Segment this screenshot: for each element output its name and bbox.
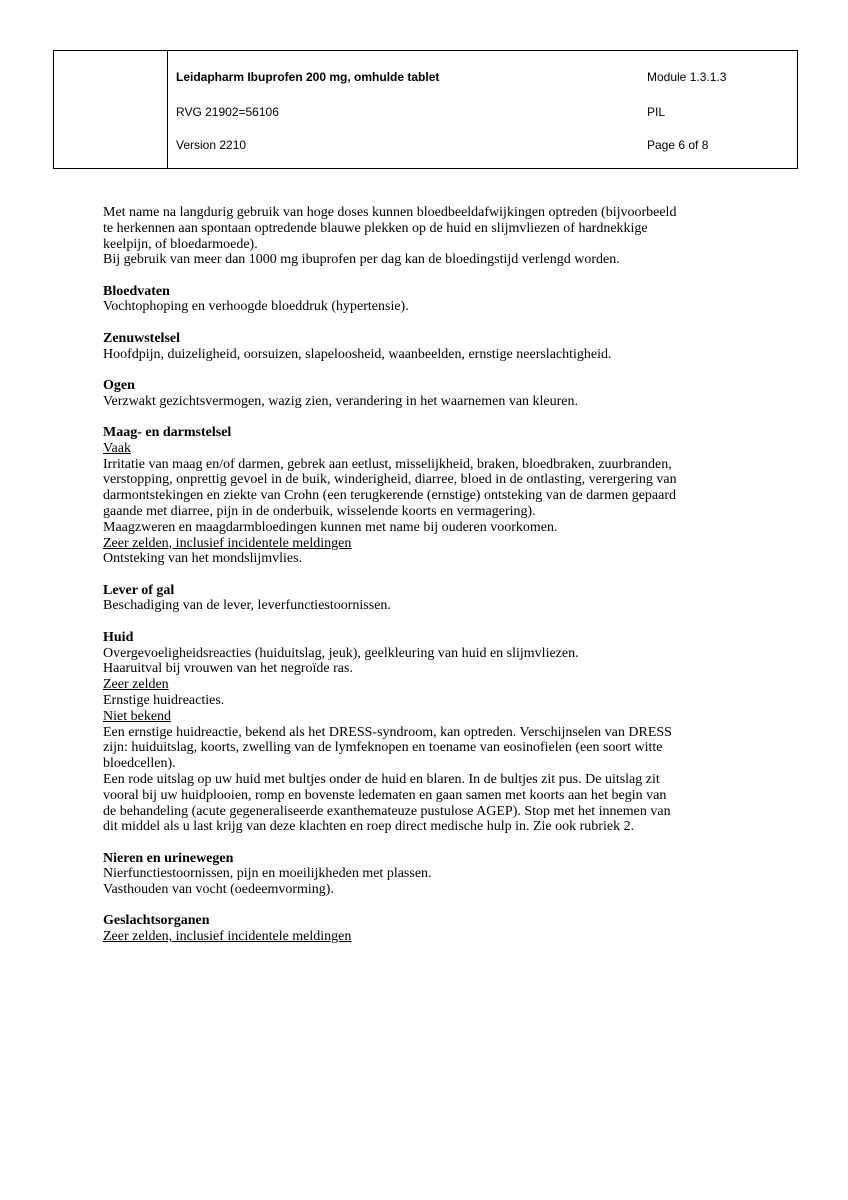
section-zenuwstelsel [103,331,751,363]
text-line: darmontstekingen en ziekte van Crohn (een terugkerende (ernstige) ontsteking van de darmen gepaard [103,488,677,504]
text-line: Nierfunctiestoornissen, pijn en moeilijkheden met plassen. [103,866,432,882]
section-huid [103,630,751,835]
rvg-number: RVG 21902=56106 [176,105,279,119]
section-heading: Maag- en darmstelsel [103,424,232,440]
section-lever-gal [103,583,751,615]
document-type: PIL [647,105,666,119]
text-line: Bij gebruik van meer dan 1000 mg ibuprofen per dag kan de bloedingstijd verlengd worden. [103,252,620,268]
text-line: zijn: huiduitslag, koorts, zwelling van de lymfeknopen en toename van eosinofielen (een soort witte [103,740,663,756]
text-line: Haaruitval bij vrouwen van het negroïde ras. [103,661,353,677]
section-nieren-urinewegen [103,851,751,898]
text-line: Met name na langdurig gebruik van hoge doses kunnen bloedbeeldafwijkingen optreden (bijvoorbeeld [103,205,677,220]
text-line: Vochtophoping en verhoogde bloeddruk (hypertensie). [103,299,409,315]
version-label: Version 2210 [176,138,247,152]
text-line: Hoofdpijn, duizeligheid, oorsuizen, slapeloosheid, waanbeelden, ernstige neerslachtigheid. [103,346,612,362]
text-line: te herkennen aan spontaan optredende blauwe plekken op de huid en slijmvliezen of hardnekkige [103,220,648,236]
section-heading: Bloedvaten [103,283,170,299]
section-bloedvaten [103,284,751,316]
product-title: Leidapharm Ibuprofen 200 mg, omhulde tablet [176,70,440,84]
intro-section [103,205,751,268]
frequency-subheading: Zeer zelden [103,677,169,693]
text-line: Overgevoeligheidsreacties (huiduitslag, jeuk), geelkleuring van huid en slijmvliezen. [103,645,579,661]
text-line: Een rode uitslag op uw huid met bultjes onder de huid en blaren. In de bultjes zit pus. De uitslag zit [103,771,660,787]
text-line: Beschadiging van de lever, leverfunctiestoornissen. [103,598,391,614]
header-column-divider [167,51,168,168]
text-line: gaande met diarree, pijn in de onderbuik, wisselende koorts en vermagering). [103,503,536,519]
section-heading: Lever of gal [103,582,175,598]
section-heading: Nieren en urinewegen [103,850,234,866]
page-number: Page 6 of 8 [647,138,709,152]
frequency-subheading: Vaak [103,440,131,456]
section-heading: Huid [103,629,134,645]
text-line: Verzwakt gezichtsvermogen, wazig zien, verandering in het waarnemen van kleuren. [103,393,579,409]
frequency-subheading: Zeer zelden, inclusief incidentele meldingen [103,535,352,551]
section-heading: Zenuwstelsel [103,330,180,346]
text-line: Maagzweren en maagdarmbloedingen kunnen met name bij ouderen voorkomen. [103,519,558,535]
section-heading: Geslachtsorganen [103,913,210,929]
text-line: Vasthouden van vocht (oedeemvorming). [103,882,334,898]
document-header-table [53,50,798,169]
text-line: de behandeling (acute gegeneraliseerde exanthematеuze pustulose AGEP). Stop met het innemen van [103,803,671,819]
section-heading: Ogen [103,377,135,393]
frequency-subheading: Niet bekend [103,708,172,724]
text-line: Ontsteking van het mondslijmvlies. [103,551,303,567]
section-ogen [103,378,751,410]
text-line: verstopping, onprettig gevoel in de buik, winderigheid, diarree, bloed in de ontlasting, verergering van [103,472,677,488]
text-line: keelpijn, of bloedarmoede). [103,236,258,252]
section-geslachtsorganen [103,913,751,945]
text-line: Ernstige huidreacties. [103,692,225,708]
frequency-subheading: Zeer zelden, inclusief incidentele meldingen [103,929,352,945]
text-line: Een ernstige huidreactie, bekend als het DRESS-syndroom, kan optreden. Verschijnselen van DRESS [103,724,672,740]
section-maag-darmstelsel [103,425,751,567]
text-line: vooral bij uw huidplooien, romp en bovenste ledematen en gaan samen met koorts aan het begin van [103,787,667,803]
document-body [103,205,751,945]
module-label: Module 1.3.1.3 [647,70,727,84]
text-line: Irritatie van maag en/of darmen, gebrek aan eetlust, misselijkheid, braken, bloedbraken, zuurbranden, [103,456,672,472]
text-line: bloedcellen). [103,756,176,772]
text-line: dit middel als u last krijg van deze klachten en roep direct medische hulp in. Zie ook rubriek 2. [103,819,635,835]
